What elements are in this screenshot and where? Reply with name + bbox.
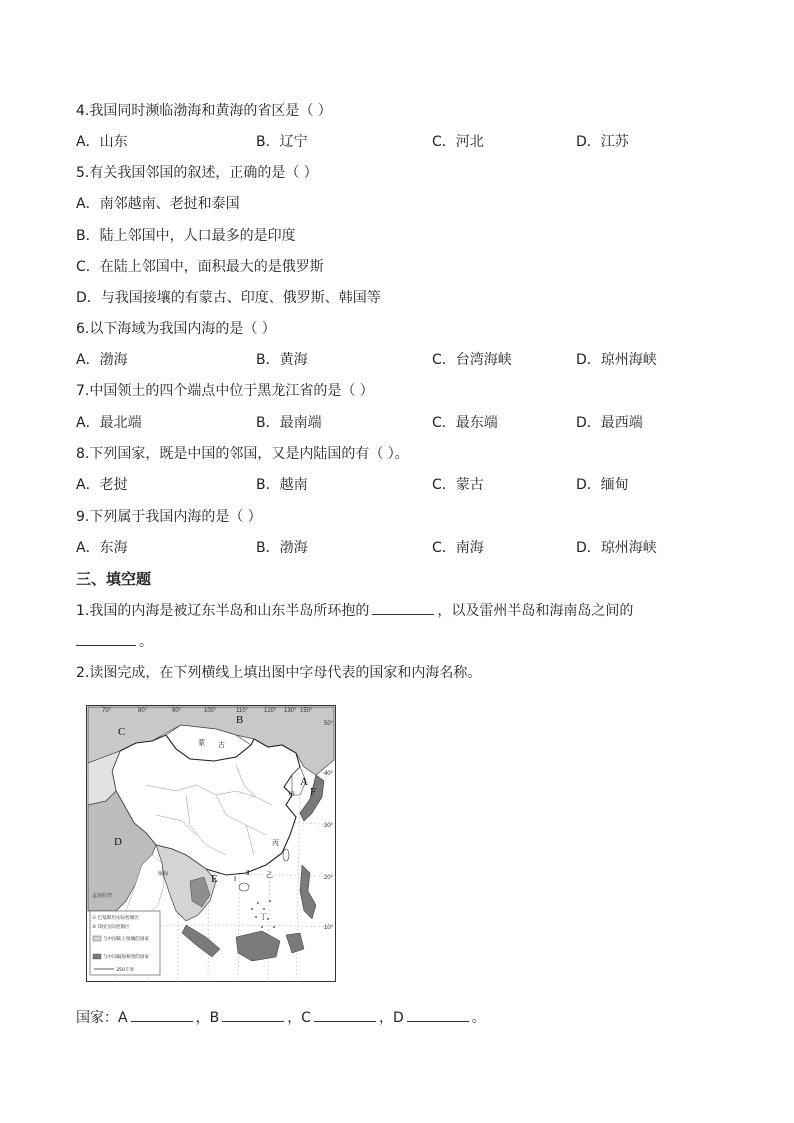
- option-d[interactable]: D．最西端: [576, 415, 643, 431]
- longitude-label: 120°: [264, 708, 277, 714]
- answer-blank-b[interactable]: [222, 1007, 284, 1022]
- fill-q1-end: 。: [139, 634, 153, 650]
- map-label-meng: 蒙: [198, 739, 205, 747]
- legend-item: 与中国隔海相望的国家: [103, 955, 149, 960]
- option-d[interactable]: D．琼州海峡: [576, 352, 657, 368]
- question-9-options: [76, 538, 736, 558]
- question-5-option-c[interactable]: C．在陆上邻国中，面积最大的是俄罗斯: [76, 259, 324, 275]
- option-c[interactable]: C．台湾海峡: [432, 352, 512, 368]
- latitude-label: 40°: [324, 771, 334, 777]
- answer-blank-a[interactable]: [131, 1007, 193, 1022]
- option-a[interactable]: A．老挝: [76, 477, 128, 493]
- map-label-bing: 丙: [272, 839, 279, 847]
- legend-item: 与中国陆上接壤的国家: [103, 937, 149, 942]
- map-label-gu: 古: [218, 741, 225, 749]
- answer-blank[interactable]: [76, 631, 136, 646]
- map-label-ding: 丁: [260, 913, 267, 921]
- latitude-label: 30°: [324, 823, 334, 829]
- map-label-myanmar: 缅甸: [158, 871, 169, 877]
- option-b[interactable]: B．黄海: [256, 352, 308, 368]
- map-label-a: A: [300, 776, 308, 788]
- option-d[interactable]: D．缅甸: [576, 477, 629, 493]
- fill-question-2: 2.读图完成，在下列横线上填出图中字母代表的国家和内海名称。: [76, 665, 482, 681]
- longitude-label: 100°: [204, 708, 217, 714]
- option-d[interactable]: D．江苏: [576, 134, 629, 150]
- question-5-option-a[interactable]: A．南邻越南、老挝和泰国: [76, 196, 240, 212]
- map-label-roman-2: Ⅱ: [246, 869, 250, 877]
- fill-question-1-cont: [76, 631, 153, 652]
- latitude-label: 50°: [324, 721, 334, 727]
- answer-blank[interactable]: [372, 600, 434, 615]
- question-7-stem: 7.中国领土的四个端点中位于黑龙江省的是（ ）: [76, 383, 374, 399]
- option-b[interactable]: B．越南: [256, 477, 308, 493]
- latitude-label: 10°: [324, 925, 334, 931]
- option-a[interactable]: A．渤海: [76, 352, 128, 368]
- question-5-option-b[interactable]: B．陆上邻国中，人口最多的是印度: [76, 228, 296, 244]
- map-island-hainan: [239, 883, 249, 891]
- question-6-stem: 6.以下海域为我国内海的是（ ）: [76, 321, 276, 337]
- map-scale-label: 350千米: [116, 968, 134, 973]
- answer-line: [76, 1007, 486, 1028]
- map-label-d: D: [114, 836, 122, 848]
- longitude-label: 110°: [236, 708, 248, 714]
- option-b[interactable]: B．渤海: [256, 540, 308, 556]
- map-label-e: E: [211, 873, 218, 885]
- answer-label-d: ，D: [378, 1010, 404, 1026]
- question-7-options: [76, 413, 736, 433]
- option-d[interactable]: D．琼州海峡: [576, 540, 657, 556]
- option-c[interactable]: C．河北: [432, 134, 484, 150]
- answer-label-c: ，C: [287, 1010, 311, 1026]
- legend-item: ② 印度实际控制区: [92, 925, 130, 930]
- section-title: 三、填空题: [76, 570, 152, 588]
- map-legend: [90, 911, 160, 975]
- question-8-stem: 8.下列国家，既是中国的邻国，又是内陆国的有（ ）。: [76, 446, 409, 462]
- option-c[interactable]: C．蒙古: [432, 477, 484, 493]
- option-b[interactable]: B．最南端: [256, 415, 322, 431]
- answer-blank-d[interactable]: [407, 1007, 469, 1022]
- longitude-label: 80°: [138, 708, 148, 714]
- answer-label-b: ，B: [195, 1010, 220, 1026]
- fill-q1-text-1: 1.我国的内海是被辽东半岛和山东半岛所环抱的: [76, 603, 370, 619]
- map-figure: [86, 705, 336, 982]
- map-label-jia: 甲: [288, 791, 295, 799]
- fill-q1-text-2: ，以及雷州半岛和海南岛之间的: [437, 603, 634, 619]
- map-label-yi: 乙: [266, 871, 273, 879]
- question-4-options: [76, 132, 736, 152]
- map-label-roman-1: Ⅰ: [234, 875, 237, 883]
- map-label-f: F: [310, 786, 317, 798]
- map-label-bay: 孟加拉湾: [92, 893, 113, 899]
- question-5-option-d[interactable]: D．与我国接壤的有蒙古、印度、俄罗斯、韩国等: [76, 290, 381, 306]
- option-c[interactable]: C．最东端: [432, 415, 498, 431]
- longitude-label: 70°: [102, 708, 112, 714]
- option-b[interactable]: B．辽宁: [256, 134, 308, 150]
- longitude-label: 130°: [284, 708, 297, 714]
- option-a[interactable]: A．东海: [76, 540, 128, 556]
- map-island-taiwan: [283, 849, 289, 861]
- question-8-options: [76, 475, 736, 495]
- question-6-options: [76, 350, 736, 370]
- longitude-label: 90°: [172, 708, 182, 714]
- fill-question-1: [76, 600, 633, 621]
- option-a[interactable]: A．最北端: [76, 415, 142, 431]
- longitude-label: 150°: [300, 708, 313, 714]
- latitude-label: 20°: [324, 875, 334, 881]
- question-5-stem: 5.有关我国邻国的叙述，正确的是（ ）: [76, 165, 318, 181]
- map-label-b: B: [236, 714, 244, 726]
- option-c[interactable]: C．南海: [432, 540, 484, 556]
- option-a[interactable]: A．山东: [76, 134, 128, 150]
- answer-end: 。: [471, 1010, 486, 1026]
- map-label-c: C: [118, 726, 126, 738]
- answer-prefix: 国家：A: [76, 1010, 128, 1026]
- question-4-stem: 4.我国同时濒临渤海和黄海的省区是（ ）: [76, 103, 332, 119]
- legend-item: ① 巴基斯坦实际控制区: [92, 916, 139, 921]
- answer-blank-c[interactable]: [314, 1007, 376, 1022]
- question-9-stem: 9.下列属于我国内海的是（ ）: [76, 509, 262, 525]
